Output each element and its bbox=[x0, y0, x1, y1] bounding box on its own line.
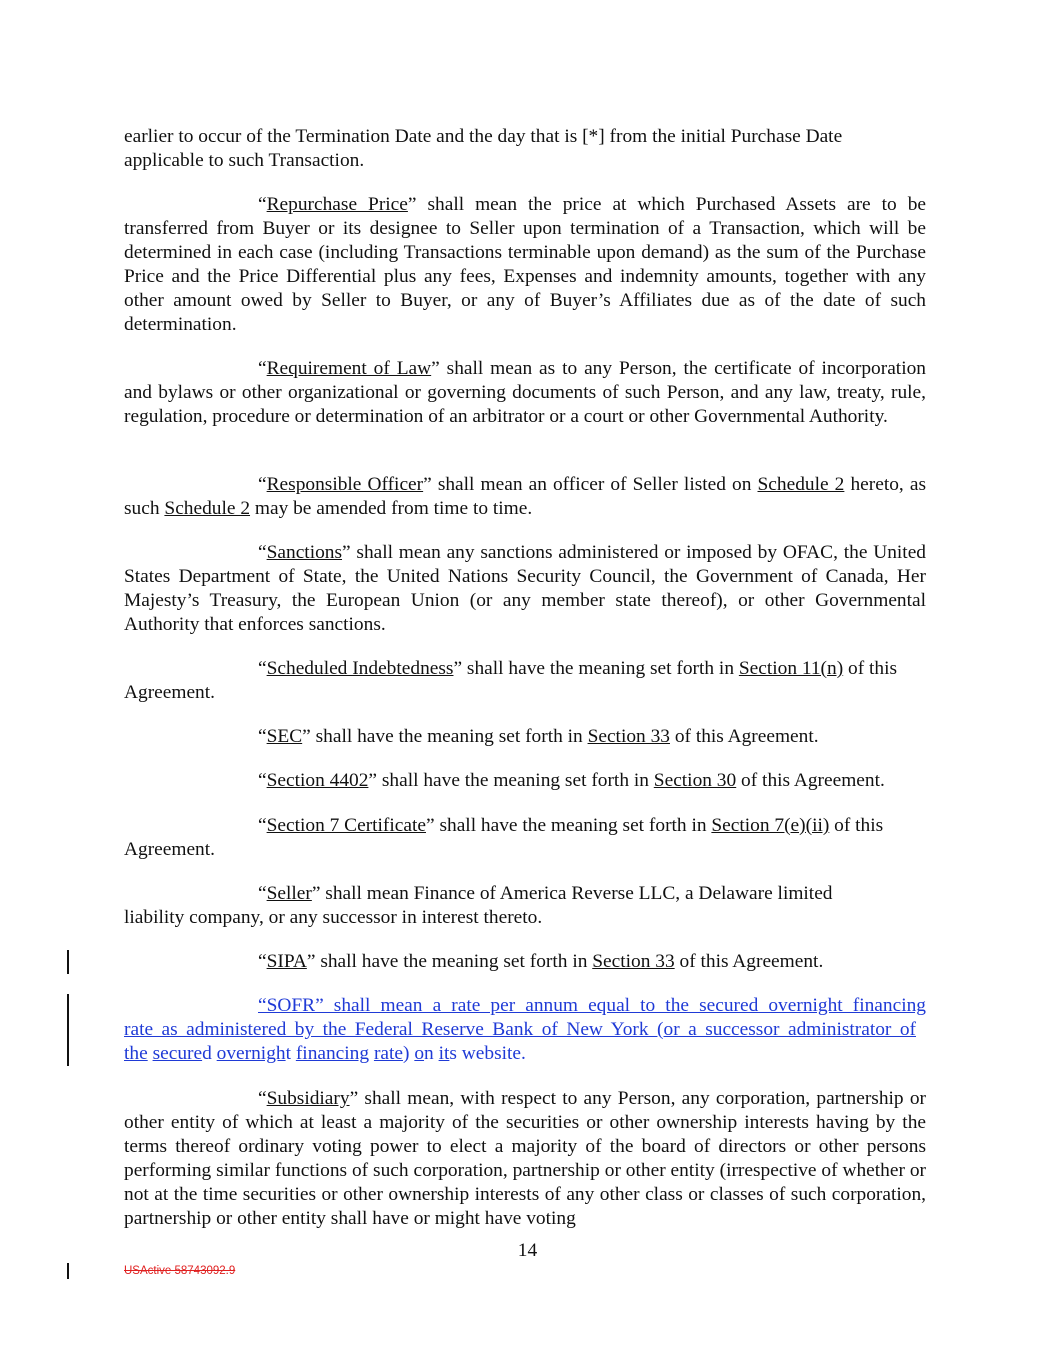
defined-term: Repurchase Price bbox=[266, 194, 408, 215]
defined-term: Scheduled Indebtedness bbox=[266, 658, 454, 679]
definition-repurchase-price: “Repurchase Price” shall mean the price at which Purchased Assets are to be transferred from Buyer or its designee to Seller upon termination of a Transaction, which will be determined in each case (including Transactions terminable upon demand) as the sum of the Purchase Price and the Price Differential plus any fees, Expenses and indemnity amounts, together with any other amount owed by Seller to Buyer, or any of Buyer’s Affiliates due as of the date of such determination. bbox=[124, 194, 927, 335]
definition-responsible-officer: “Responsible Officer” shall mean an officer of Seller listed on Schedule 2 hereto, as such Schedule 2 may be amended from time to time. bbox=[124, 474, 926, 519]
definition-sec: “SEC” shall have the meaning set forth in Section 33 of this Agreement. bbox=[258, 726, 819, 747]
cross-reference: Section 7(e)(ii) bbox=[711, 815, 830, 836]
definition-subsidiary: “Subsidiary” shall mean, with respect to any Person, any corporation, partnership or other entity of which at least a majority of the securities or other ownership interests having by the terms thereof ordinary voting power to elect a majority of the board of directors or other persons performing similar functions of such corporation, partnership or other entity (irrespective of whether or not at the time securities or other ownership interests of any other class or classes of such corporation, partnership or other entity shall have or might have voting bbox=[124, 1088, 926, 1229]
definition-sofr-inserted bbox=[124, 994, 926, 1066]
definition-section-4402: “Section 4402” shall have the meaning set forth in Section 30 of this Agreement. bbox=[258, 770, 885, 791]
document-id-footer: USActive 58743092.9 bbox=[124, 1265, 236, 1277]
definition-sanctions: “Sanctions” shall mean any sanctions administered or imposed by OFAC, the United States Department of State, the United Nations Security Council, the Government of Canada, Her Majesty’s Treasury, the European Union (or any member state thereof), or other Governmental Authority that enforces sanctions. bbox=[124, 542, 926, 635]
defined-term: SIPA bbox=[266, 951, 307, 972]
defined-term: Subsidiary bbox=[266, 1088, 350, 1109]
cross-reference: Section 30 bbox=[653, 770, 737, 791]
defined-term: Seller bbox=[266, 883, 312, 904]
defined-term: Section 7 Certificate bbox=[266, 815, 426, 836]
defined-term: Sanctions bbox=[266, 542, 343, 563]
definition-requirement-of-law: “Requirement of Law” shall mean as to any Person, the certificate of incorporation and bylaws or other organizational or governing documents of such Person, and any law, treaty, rule, regulation, procedure or determination of an arbitrator or a court or other Governmental Authority. bbox=[124, 358, 926, 427]
change-bar bbox=[67, 950, 69, 974]
defined-term: Section 4402 bbox=[266, 770, 369, 791]
change-bar bbox=[67, 1263, 69, 1279]
change-bar bbox=[67, 994, 69, 1066]
cross-reference: Section 11(n) bbox=[738, 658, 844, 679]
defined-term: SEC bbox=[266, 726, 303, 747]
defined-term: Requirement of Law bbox=[266, 358, 432, 379]
inserted-text-line: “SOFR” shall mean a rate per annum equal to the secured overnight financing bbox=[258, 995, 926, 1016]
cross-reference: Section 33 bbox=[587, 726, 670, 747]
definition-section-7-certificate: “Section 7 Certificate” shall have the meaning set forth in Section 7(e)(ii) of this Agreement. bbox=[124, 815, 884, 860]
inserted-text-line: the secured overnight financing rate) on its website. bbox=[124, 1043, 526, 1064]
cross-reference: Section 33 bbox=[592, 951, 675, 972]
paragraph-continuation: earlier to occur of the Termination Date and the day that is [*] from the initial Purchase Date applicable to such Transaction. bbox=[124, 126, 843, 171]
cross-reference: Schedule 2 bbox=[164, 498, 251, 519]
definition-sipa: “SIPA” shall have the meaning set forth in Section 33 of this Agreement. bbox=[258, 951, 824, 972]
definition-scheduled-indebtedness: “Scheduled Indebtedness” shall have the meaning set forth in Section 11(n) of this Agreement. bbox=[124, 658, 898, 703]
inserted-text-line: rate as administered by the Federal Reserve Bank of New York (or a successor administrator of bbox=[124, 1019, 916, 1040]
definition-seller: “Seller” shall mean Finance of America Reverse LLC, a Delaware limited liability company, or any successor in interest thereto. bbox=[124, 883, 833, 928]
page-number: 14 bbox=[517, 1240, 538, 1261]
cross-reference: Schedule 2 bbox=[757, 474, 845, 495]
defined-term: Responsible Officer bbox=[266, 474, 424, 495]
